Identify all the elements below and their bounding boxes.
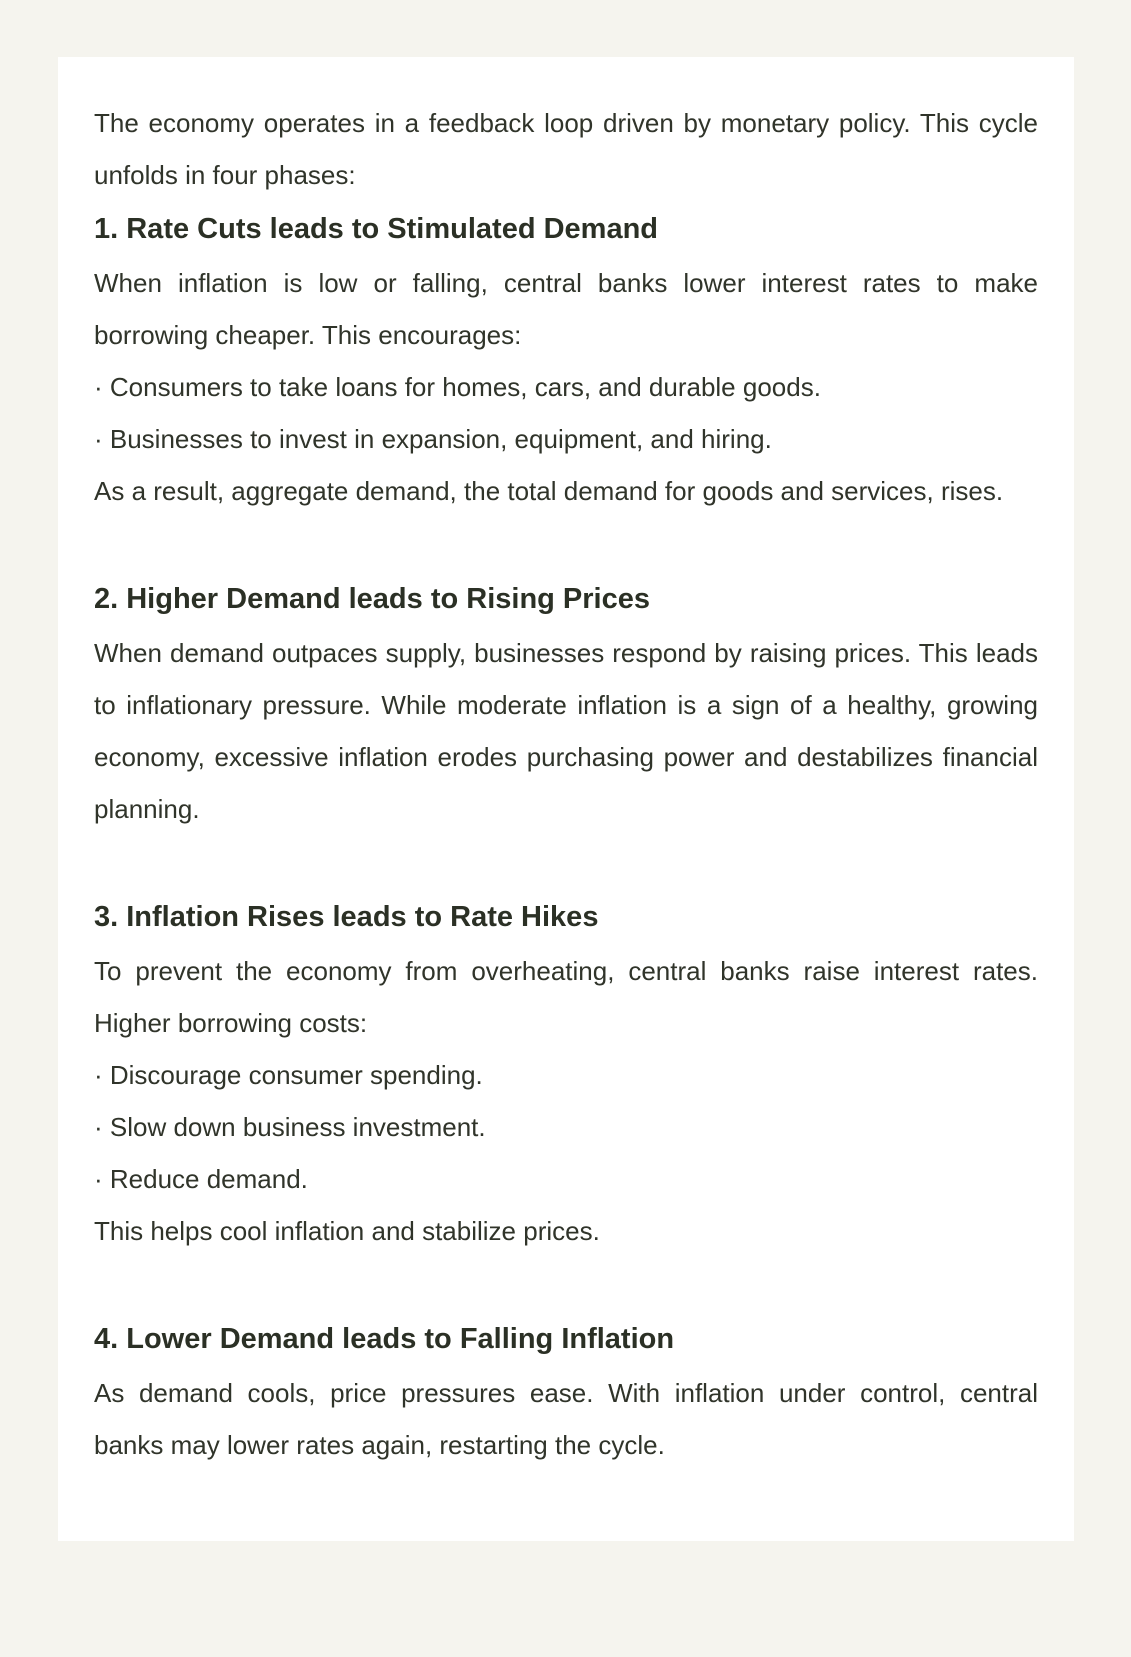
bullet-line: · Consumers to take loans for homes, cars, and durable goods. [94, 372, 821, 402]
section-heading: 1. Rate Cuts leads to Stimulated Demand [94, 213, 659, 245]
bullet-line: · Reduce demand. [94, 1164, 308, 1194]
bullet-line: · Slow down business investment. [94, 1112, 486, 1142]
section-heading: 2. Higher Demand leads to Rising Prices [94, 583, 650, 615]
intro-paragraph: The economy operates in a feedback loop driven by monetary policy. This cycle unfolds in four phases: [94, 108, 1038, 190]
paragraph: This helps cool inflation and stabilize prices. [94, 1216, 600, 1246]
section-rate-cuts [94, 203, 1038, 517]
section-rate-hikes [94, 891, 1038, 1257]
page-background [0, 57, 1131, 1541]
paragraph: When inflation is low or falling, central banks lower interest rates to make borrowing cheaper. This encourages: [94, 268, 1038, 350]
paragraph: As a result, aggregate demand, the total demand for goods and services, rises. [94, 476, 1004, 506]
paragraph: To prevent the economy from overheating, central banks raise interest rates. Higher borrowing costs: [94, 956, 1038, 1038]
section-heading: 3. Inflation Rises leads to Rate Hikes [94, 901, 599, 933]
section-heading: 4. Lower Demand leads to Falling Inflation [94, 1323, 675, 1355]
document-card [58, 57, 1074, 1541]
section-falling-inflation [94, 1313, 1038, 1471]
bullet-line: · Businesses to invest in expansion, equipment, and hiring. [94, 424, 772, 454]
paragraph: As demand cools, price pressures ease. With inflation under control, central banks may lower rates again, restarting the cycle. [94, 1378, 1038, 1460]
paragraph: When demand outpaces supply, businesses respond by raising prices. This leads to inflationary pressure. While moderate inflation is a sign of a healthy, growing economy, excessive inflation erodes purchasing power and destabilizes financial planning. [94, 638, 1038, 824]
bullet-line: · Discourage consumer spending. [94, 1060, 483, 1090]
section-rising-prices [94, 573, 1038, 835]
